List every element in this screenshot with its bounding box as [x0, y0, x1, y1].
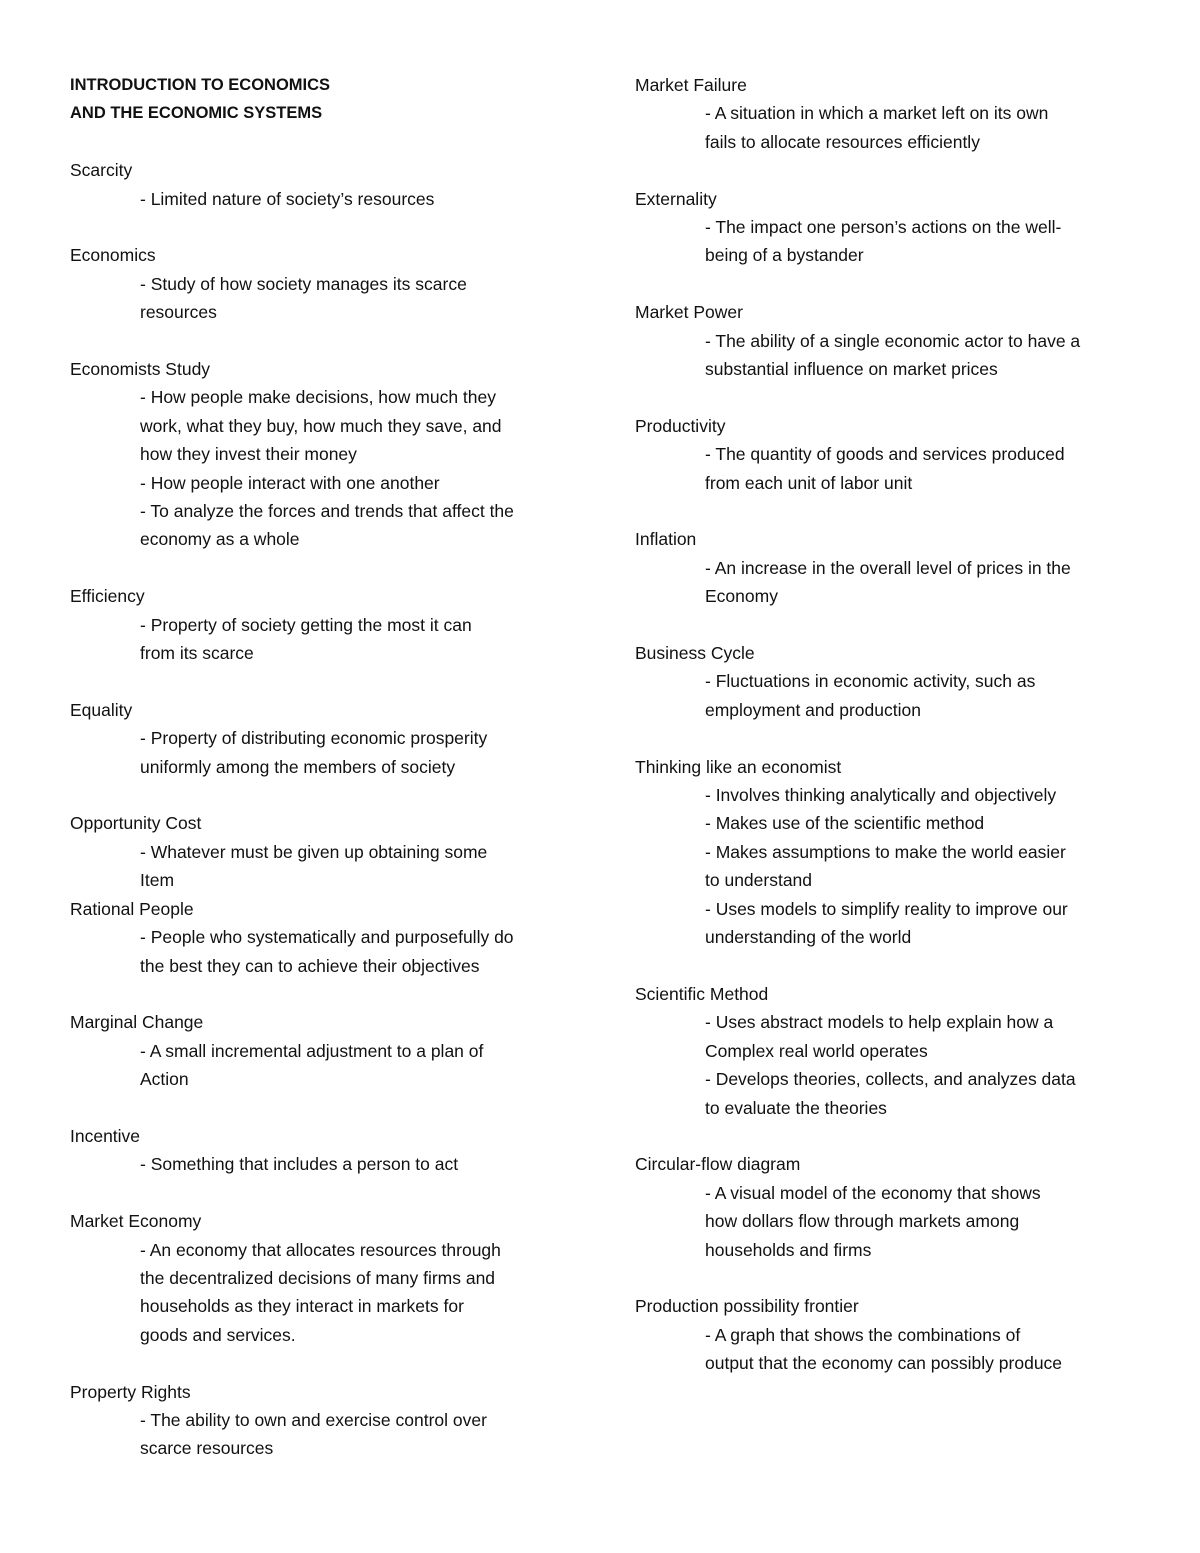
- term: Equality: [70, 699, 133, 720]
- definition-line: - Something that includes a person to act: [140, 1154, 459, 1175]
- definition-line: output that the economy can possibly produce: [705, 1353, 1063, 1374]
- definition-line: households and firms: [705, 1239, 872, 1260]
- glossary-entry-market-failure: [635, 71, 1135, 156]
- term: Productivity: [635, 415, 726, 436]
- term: Scientific Method: [635, 983, 769, 1004]
- page-title-line-1: INTRODUCTION TO ECONOMICS: [70, 76, 331, 94]
- glossary-entry-business-cycle: [635, 639, 1135, 724]
- term: Market Power: [635, 302, 743, 323]
- left-column: [70, 71, 570, 1463]
- term: Externality: [635, 188, 717, 209]
- definition-line: - Study of how society manages its scarce: [140, 273, 467, 294]
- glossary-entry-property-rights: [70, 1378, 570, 1463]
- definition-line: goods and services.: [140, 1324, 296, 1345]
- page-title-line-2: AND THE ECONOMIC SYSTEMS: [70, 104, 323, 123]
- definition-line: - Property of distributing economic prosperity: [140, 728, 488, 749]
- definition-line: Action: [140, 1069, 189, 1090]
- definition-line: - Whatever must be given up obtaining some: [140, 841, 488, 862]
- definition-line: understanding of the world: [705, 927, 912, 948]
- definition-line: - The impact one person’s actions on the well-: [705, 217, 1062, 238]
- term: Economics: [70, 245, 156, 266]
- glossary-entry-market-economy: [70, 1207, 570, 1349]
- definition-line: - The ability to own and exercise control over: [140, 1409, 487, 1430]
- glossary-entry-rational-people: [70, 895, 570, 980]
- definition-line: from its scarce: [140, 643, 254, 664]
- definition-line: - How people make decisions, how much they: [140, 387, 497, 408]
- glossary-entry-efficiency: [70, 582, 570, 667]
- term: Rational People: [70, 898, 194, 919]
- glossary-entry-economists-study: [70, 355, 570, 554]
- definition-line: from each unit of labor unit: [705, 472, 913, 493]
- glossary-entry-productivity: [635, 412, 1135, 497]
- definition-line: fails to allocate resources efficiently: [705, 131, 980, 152]
- definition-line: - People who systematically and purposefully do: [140, 927, 514, 948]
- glossary-entry-market-power: [635, 298, 1135, 383]
- term: Circular-flow diagram: [635, 1154, 801, 1175]
- term: Incentive: [70, 1125, 141, 1146]
- definition-line: - Involves thinking analytically and objectively: [705, 785, 1057, 806]
- definition-line: the best they can to achieve their objectives: [140, 955, 480, 976]
- term: Market Economy: [70, 1211, 202, 1232]
- definition-line: - A small incremental adjustment to a plan of: [140, 1040, 484, 1061]
- definition-line: employment and production: [705, 699, 921, 720]
- glossary-entry-thinking-like-an-economist: [635, 753, 1135, 952]
- glossary-entry-inflation: [635, 525, 1135, 610]
- glossary-entry-externality: [635, 185, 1135, 270]
- glossary-entry-incentive: [70, 1122, 570, 1179]
- definition-line: the decentralized decisions of many firms and: [140, 1267, 496, 1288]
- definition-line: - Develops theories, collects, and analyzes data: [705, 1069, 1076, 1090]
- definition-line: - Makes assumptions to make the world easier: [705, 841, 1066, 862]
- glossary-entry-scarcity: [70, 156, 570, 213]
- glossary-entry-circular-flow-diagram: [635, 1150, 1135, 1264]
- definition-line: scarce resources: [140, 1438, 274, 1459]
- definition-line: to understand: [705, 870, 813, 891]
- definition-line: - An economy that allocates resources through: [140, 1239, 501, 1260]
- definition-line: how they invest their money: [140, 444, 357, 465]
- glossary-entry-production-possibility-frontier: [635, 1292, 1135, 1377]
- glossary-entry-marginal-change: [70, 1008, 570, 1093]
- definition-line: to evaluate the theories: [705, 1097, 887, 1118]
- definition-line: - A graph that shows the combinations of: [705, 1324, 1021, 1345]
- definition-line: - How people interact with one another: [140, 472, 440, 493]
- definition-line: - Makes use of the scientific method: [705, 813, 985, 834]
- definition-line: economy as a whole: [140, 529, 300, 550]
- definition-line: Economy: [705, 586, 778, 607]
- term: Business Cycle: [635, 643, 755, 664]
- definition-line: - Fluctuations in economic activity, such as: [705, 671, 1036, 692]
- definition-line: - A visual model of the economy that shows: [705, 1182, 1041, 1203]
- term: Opportunity Cost: [70, 813, 202, 834]
- definition-line: substantial influence on market prices: [705, 359, 998, 380]
- right-column: [635, 71, 1135, 1378]
- term: Market Failure: [635, 75, 747, 95]
- term: Thinking like an economist: [635, 756, 842, 777]
- definition-line: work, what they buy, how much they save, and: [140, 415, 502, 436]
- glossary-entry-economics: [70, 241, 570, 326]
- definition-line: being of a bystander: [705, 245, 864, 266]
- definition-line: resources: [140, 302, 217, 323]
- definition-line: households as they interact in markets for: [140, 1296, 464, 1317]
- definition-line: - A situation in which a market left on its own: [705, 103, 1049, 124]
- definition-line: uniformly among the members of society: [140, 756, 456, 777]
- glossary-entry-equality: [70, 696, 570, 781]
- term: Inflation: [635, 529, 697, 550]
- definition-line: - The ability of a single economic actor to have a: [705, 330, 1081, 351]
- term: Marginal Change: [70, 1012, 204, 1033]
- glossary-entry-scientific-method: [635, 980, 1135, 1122]
- definition-line: - Uses models to simplify reality to improve our: [705, 898, 1068, 919]
- definition-line: - Limited nature of society’s resources: [140, 188, 435, 209]
- term: Production possibility frontier: [635, 1296, 859, 1317]
- definition-line: - Property of society getting the most it can: [140, 614, 472, 635]
- definition-line: - Uses abstract models to help explain how a: [705, 1012, 1054, 1033]
- definition-line: - To analyze the forces and trends that affect the: [140, 501, 514, 522]
- definition-line: - The quantity of goods and services produced: [705, 444, 1065, 465]
- definition-line: Item: [140, 870, 175, 891]
- term: Scarcity: [70, 160, 133, 181]
- definition-line: - An increase in the overall level of prices in the: [705, 557, 1071, 578]
- definition-line: Complex real world operates: [705, 1040, 928, 1061]
- term: Economists Study: [70, 359, 211, 380]
- definition-line: how dollars flow through markets among: [705, 1211, 1020, 1232]
- glossary-entry-opportunity-cost: [70, 809, 570, 894]
- term: Property Rights: [70, 1381, 191, 1402]
- term: Efficiency: [70, 586, 145, 607]
